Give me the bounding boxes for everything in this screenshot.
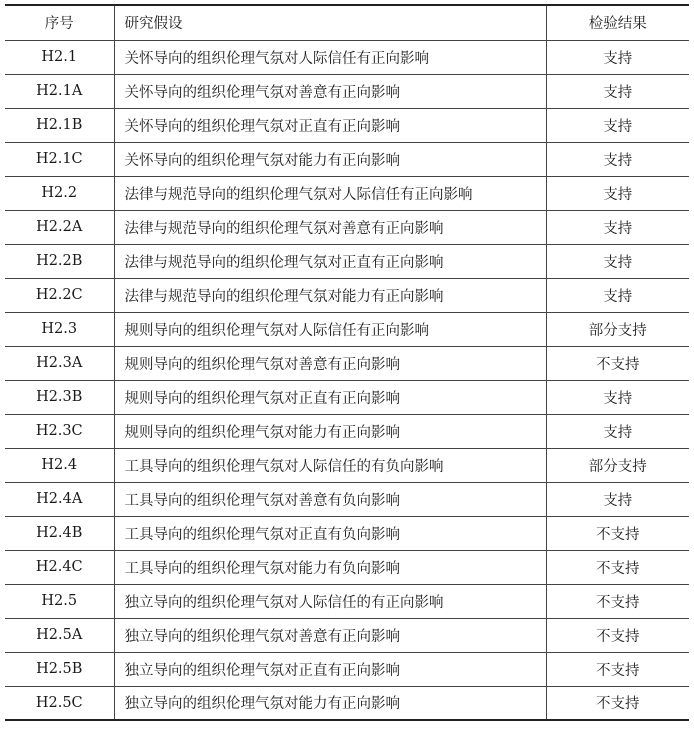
- cell-hypothesis: 独立导向的组织伦理气氛对人际信任的有正向影响: [114, 584, 546, 618]
- cell-hypothesis: 规则导向的组织伦理气氛对正直有正向影响: [114, 380, 546, 414]
- cell-id: H2.4A: [5, 482, 114, 516]
- table-row: [5, 74, 689, 108]
- table-row: [5, 176, 689, 210]
- table-row: [5, 210, 689, 244]
- cell-id: H2.1A: [5, 74, 114, 108]
- header-id: 序号: [5, 5, 114, 40]
- table-row: [5, 346, 689, 380]
- hypothesis-test-table: [5, 4, 689, 721]
- cell-result: 不支持: [546, 516, 689, 550]
- header-row: [5, 5, 689, 40]
- table-row: [5, 652, 689, 686]
- cell-id: H2.5B: [5, 652, 114, 686]
- table-row: [5, 516, 689, 550]
- table-row: [5, 244, 689, 278]
- cell-result: 部分支持: [546, 312, 689, 346]
- cell-hypothesis: 规则导向的组织伦理气氛对人际信任有正向影响: [114, 312, 546, 346]
- table-row: [5, 380, 689, 414]
- cell-hypothesis: 工具导向的组织伦理气氛对人际信任的有负向影响: [114, 448, 546, 482]
- cell-id: H2.3C: [5, 414, 114, 448]
- cell-id: H2.1B: [5, 108, 114, 142]
- cell-result: 支持: [546, 278, 689, 312]
- table-body: [5, 40, 689, 720]
- cell-id: H2.2B: [5, 244, 114, 278]
- cell-result: 支持: [546, 40, 689, 74]
- table-row: [5, 40, 689, 74]
- cell-hypothesis: 关怀导向的组织伦理气氛对正直有正向影响: [114, 108, 546, 142]
- cell-id: H2.3A: [5, 346, 114, 380]
- cell-result: 支持: [546, 210, 689, 244]
- cell-id: H2.3: [5, 312, 114, 346]
- cell-id: H2.2A: [5, 210, 114, 244]
- cell-hypothesis: 规则导向的组织伦理气氛对能力有正向影响: [114, 414, 546, 448]
- cell-result: 不支持: [546, 686, 689, 720]
- cell-id: H2.5A: [5, 618, 114, 652]
- cell-result: 支持: [546, 244, 689, 278]
- header-result: 检验结果: [546, 5, 689, 40]
- table-row: [5, 448, 689, 482]
- table-row: [5, 312, 689, 346]
- cell-result: 支持: [546, 74, 689, 108]
- cell-hypothesis: 关怀导向的组织伦理气氛对能力有正向影响: [114, 142, 546, 176]
- cell-hypothesis: 关怀导向的组织伦理气氛对人际信任有正向影响: [114, 40, 546, 74]
- cell-result: 支持: [546, 142, 689, 176]
- table-row: [5, 584, 689, 618]
- cell-id: H2.3B: [5, 380, 114, 414]
- cell-hypothesis: 规则导向的组织伦理气氛对善意有正向影响: [114, 346, 546, 380]
- table-row: [5, 482, 689, 516]
- table-row: [5, 550, 689, 584]
- cell-id: H2.5C: [5, 686, 114, 720]
- cell-hypothesis: 独立导向的组织伦理气氛对正直有正向影响: [114, 652, 546, 686]
- cell-hypothesis: 工具导向的组织伦理气氛对善意有负向影响: [114, 482, 546, 516]
- cell-result: 不支持: [546, 584, 689, 618]
- table-row: [5, 278, 689, 312]
- cell-result: 支持: [546, 380, 689, 414]
- cell-id: H2.1C: [5, 142, 114, 176]
- cell-hypothesis: 关怀导向的组织伦理气氛对善意有正向影响: [114, 74, 546, 108]
- table-header: [5, 5, 689, 40]
- cell-result: 不支持: [546, 346, 689, 380]
- cell-hypothesis: 法律与规范导向的组织伦理气氛对能力有正向影响: [114, 278, 546, 312]
- cell-id: H2.2: [5, 176, 114, 210]
- table-row: [5, 686, 689, 720]
- cell-result: 不支持: [546, 618, 689, 652]
- cell-id: H2.4B: [5, 516, 114, 550]
- cell-result: 支持: [546, 176, 689, 210]
- table-row: [5, 414, 689, 448]
- header-hypothesis: 研究假设: [114, 5, 546, 40]
- cell-hypothesis: 工具导向的组织伦理气氛对正直有负向影响: [114, 516, 546, 550]
- cell-result: 不支持: [546, 652, 689, 686]
- cell-result: 部分支持: [546, 448, 689, 482]
- table-row: [5, 618, 689, 652]
- cell-result: 支持: [546, 414, 689, 448]
- cell-result: 支持: [546, 482, 689, 516]
- cell-hypothesis: 工具导向的组织伦理气氛对能力有负向影响: [114, 550, 546, 584]
- cell-hypothesis: 独立导向的组织伦理气氛对善意有正向影响: [114, 618, 546, 652]
- hypothesis-table-container: [5, 4, 689, 721]
- cell-hypothesis: 法律与规范导向的组织伦理气氛对人际信任有正向影响: [114, 176, 546, 210]
- cell-id: H2.4C: [5, 550, 114, 584]
- cell-hypothesis: 法律与规范导向的组织伦理气氛对善意有正向影响: [114, 210, 546, 244]
- cell-id: H2.5: [5, 584, 114, 618]
- cell-hypothesis: 法律与规范导向的组织伦理气氛对正直有正向影响: [114, 244, 546, 278]
- cell-id: H2.1: [5, 40, 114, 74]
- cell-id: H2.2C: [5, 278, 114, 312]
- table-row: [5, 142, 689, 176]
- table-row: [5, 108, 689, 142]
- cell-result: 支持: [546, 108, 689, 142]
- cell-hypothesis: 独立导向的组织伦理气氛对能力有正向影响: [114, 686, 546, 720]
- cell-id: H2.4: [5, 448, 114, 482]
- cell-result: 不支持: [546, 550, 689, 584]
